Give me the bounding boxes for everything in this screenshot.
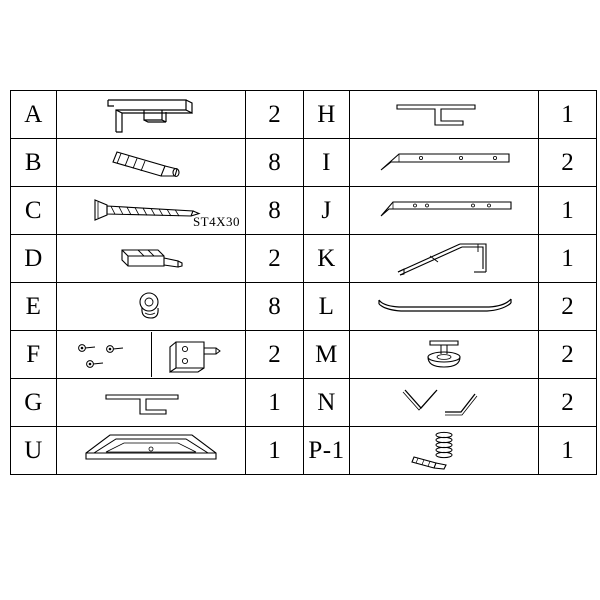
part-quantity: 2	[246, 331, 304, 379]
part-quantity: 8	[246, 139, 304, 187]
table-row	[11, 187, 597, 235]
table-row	[11, 139, 597, 187]
part-quantity: 2	[539, 331, 597, 379]
part-image-cell	[57, 187, 246, 235]
part-image-cell	[57, 91, 246, 139]
z-profile-track-short-icon	[86, 382, 216, 424]
table-row	[11, 283, 597, 331]
part-letter: D	[11, 235, 57, 283]
curved-handle-bar-icon	[369, 286, 519, 328]
parts-table	[10, 90, 597, 475]
spring-bolt-icon	[384, 429, 504, 473]
part-image-cell	[57, 283, 246, 331]
angle-bracket-icon	[158, 334, 238, 376]
part-quantity: 2	[539, 283, 597, 331]
part-letter: J	[304, 187, 350, 235]
part-letter: G	[11, 379, 57, 427]
part-quantity: 1	[539, 427, 597, 475]
part-image-cell-split	[57, 331, 246, 379]
part-image-cell	[57, 139, 246, 187]
part-quantity: 8	[246, 283, 304, 331]
part-letter: I	[304, 139, 350, 187]
part-letter: A	[11, 91, 57, 139]
shower-tray-base-icon	[76, 429, 226, 473]
part-letter: U	[11, 427, 57, 475]
screw-spec-label: ST4X30	[192, 214, 240, 229]
part-quantity: 1	[246, 427, 304, 475]
part-quantity: 1	[539, 235, 597, 283]
part-letter: F	[11, 331, 57, 379]
small-screws-group	[57, 332, 151, 377]
table-row	[11, 331, 597, 379]
hex-allen-key-icon	[379, 382, 509, 424]
part-letter: M	[304, 331, 350, 379]
table-row	[11, 427, 597, 475]
part-image-cell	[57, 379, 246, 427]
part-letter: C	[11, 187, 57, 235]
flat-panel-strip-icon	[369, 142, 519, 184]
part-letter: E	[11, 283, 57, 331]
part-quantity: 8	[246, 187, 304, 235]
small-screws-icon	[64, 334, 144, 376]
flat-plate-icon	[369, 190, 519, 232]
table-row	[11, 91, 597, 139]
part-image-cell	[350, 139, 539, 187]
suction-cap-fitting-icon	[394, 334, 494, 376]
part-image-cell	[350, 331, 539, 379]
z-profile-track-icon	[379, 94, 509, 136]
part-letter: N	[304, 379, 350, 427]
frame-corner-assembly-icon	[374, 238, 514, 280]
round-knob-icon	[121, 286, 181, 328]
part-quantity: 1	[246, 379, 304, 427]
clamp-connector-icon	[96, 238, 206, 280]
part-letter: B	[11, 139, 57, 187]
part-image-cell	[57, 427, 246, 475]
part-image-cell	[57, 235, 246, 283]
part-image-cell	[350, 427, 539, 475]
part-letter: H	[304, 91, 350, 139]
part-quantity: 2	[246, 235, 304, 283]
part-quantity: 2	[246, 91, 304, 139]
part-letter: K	[304, 235, 350, 283]
wall-anchor-plug-icon	[91, 142, 211, 184]
bracket-rail-icon	[86, 94, 216, 136]
part-image-cell	[350, 91, 539, 139]
part-image-cell	[350, 379, 539, 427]
part-image-cell	[350, 235, 539, 283]
bracket-group	[151, 332, 246, 377]
part-letter: L	[304, 283, 350, 331]
part-letter: P-1	[304, 427, 350, 475]
part-quantity: 1	[539, 91, 597, 139]
table-row	[11, 235, 597, 283]
part-image-cell	[350, 283, 539, 331]
part-quantity: 1	[539, 187, 597, 235]
table-row	[11, 379, 597, 427]
part-quantity: 2	[539, 139, 597, 187]
part-image-cell	[350, 187, 539, 235]
part-quantity: 2	[539, 379, 597, 427]
